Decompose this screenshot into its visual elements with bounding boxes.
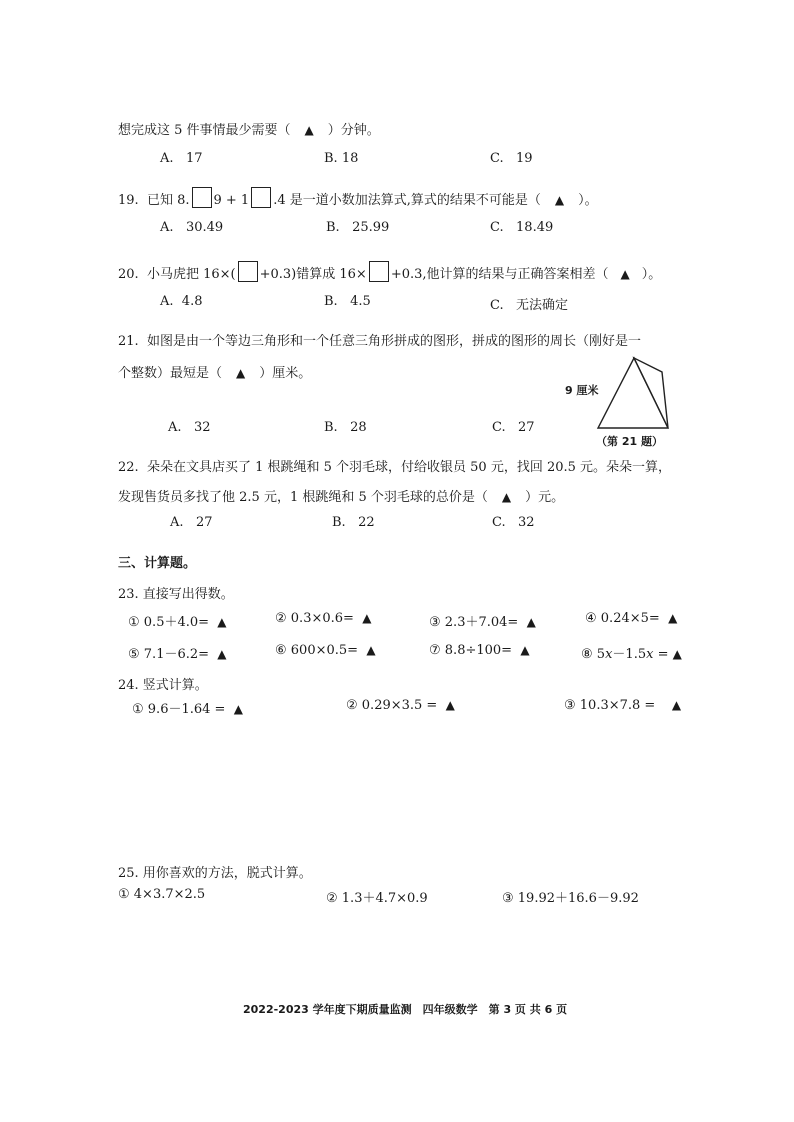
- answer-triangle-icon: ▲: [217, 647, 227, 661]
- answer-triangle-icon: ▲: [501, 490, 512, 504]
- q23-item: ⑥ 600×0.5= ▲: [275, 643, 376, 658]
- q22-stem-line2: 发现售货员多找了他 2.5 元，1 根跳绳和 5 个羽毛球的总价是（ ▲ ）元。: [118, 490, 565, 505]
- q25-title: 25. 用你喜欢的方法，脱式计算。: [118, 866, 312, 881]
- answer-triangle-icon: ▲: [233, 702, 243, 716]
- q24-item: ③ 10.3×7.8 = ▲: [564, 698, 682, 713]
- q20-option-a: A. 4.8: [160, 294, 203, 309]
- q21-option-c: C. 27: [492, 420, 535, 435]
- q19-option-c: C. 18.49: [490, 220, 554, 235]
- q20-stem: 20. 小马虎把 16×( +0.3)错算成 16× +0.3,他计算的结果与正确答案相差（ ▲ ）。: [118, 261, 661, 282]
- answer-triangle-icon: ▲: [445, 698, 455, 712]
- q21-figure-side-label: 9 厘米: [565, 384, 599, 397]
- q25-item: ② 1.3＋4.7×0.9: [326, 891, 428, 906]
- q21-stem-line1: 21. 如图是由一个等边三角形和一个任意三角形拼成的图形，拼成的图形的周长（刚好是一: [118, 334, 641, 349]
- answer-triangle-icon: ▲: [672, 647, 682, 661]
- q24-item: ① 9.6－1.64 = ▲: [132, 702, 243, 717]
- blank-box: [238, 261, 258, 282]
- q21-figure-caption: （第 21 题）: [596, 435, 663, 448]
- q23-item: ③ 2.3＋7.04= ▲: [429, 615, 536, 630]
- page-footer: 2022-2023 学年度下期质量监测 四年级数学 第 3 页 共 6 页: [243, 1003, 568, 1016]
- answer-triangle-icon: ▲: [520, 643, 530, 657]
- answer-triangle-icon: ▲: [362, 611, 372, 625]
- q18-option-b: B. 18: [324, 151, 359, 166]
- q22-option-b: B. 22: [332, 515, 375, 530]
- q18-stem: 想完成这 5 件事情最少需要（ ▲ ）分钟。: [118, 123, 380, 138]
- q23-item: ④ 0.24×5= ▲: [585, 611, 678, 626]
- blank-box: [369, 261, 389, 282]
- q25-item: ③ 19.92＋16.6－9.92: [502, 891, 639, 906]
- q25-item: ① 4×3.7×2.5: [118, 887, 206, 902]
- q24-title: 24. 竖式计算。: [118, 678, 208, 693]
- answer-triangle-icon: ▲: [236, 366, 246, 380]
- answer-triangle-icon: ▲: [217, 615, 227, 629]
- q23-item: ⑧ 5x－1.5x = ▲: [581, 647, 682, 662]
- q19-stem: 19. 已知 8. 9 + 1 .4 是一道小数加法算式,算式的结果不可能是（ ▲ ）。: [118, 187, 598, 208]
- section-heading: 三、计算题。: [118, 556, 197, 571]
- q20-option-b: B. 4.5: [324, 294, 371, 309]
- answer-triangle-icon: ▲: [620, 267, 630, 281]
- q23-item: ① 0.5＋4.0= ▲: [128, 615, 227, 630]
- q23-title: 23. 直接写出得数。: [118, 587, 234, 602]
- answer-triangle-icon: ▲: [671, 698, 682, 712]
- q22-option-a: A. 27: [170, 515, 213, 530]
- q22-option-c: C. 32: [492, 515, 535, 530]
- answer-triangle-icon: ▲: [366, 643, 376, 657]
- q24-item: ② 0.29×3.5 = ▲: [346, 698, 455, 713]
- q23-item: ⑤ 7.1－6.2= ▲: [128, 647, 227, 662]
- answer-triangle-icon: ▲: [304, 123, 314, 137]
- q21-triangle-figure: [596, 356, 676, 434]
- q23-item: ⑦ 8.8÷100= ▲: [429, 643, 530, 658]
- blank-box: [251, 187, 271, 208]
- q23-item: ② 0.3×0.6= ▲: [275, 611, 372, 626]
- answer-triangle-icon: ▲: [526, 615, 536, 629]
- q20-option-c: C. 无法确定: [490, 298, 569, 313]
- q18-option-a: A. 17: [160, 151, 203, 166]
- q21-option-b: B. 28: [324, 420, 367, 435]
- q18-option-c: C. 19: [490, 151, 533, 166]
- q21-option-a: A. 32: [168, 420, 211, 435]
- answer-triangle-icon: ▲: [554, 193, 565, 207]
- q19-option-b: B. 25.99: [326, 220, 390, 235]
- q22-stem-line1: 22. 朵朵在文具店买了 1 根跳绳和 5 个羽毛球，付给收银员 50 元，找回 20.5 元。朵朵一算，: [118, 460, 672, 475]
- q19-option-a: A. 30.49: [160, 220, 224, 235]
- blank-box: [192, 187, 212, 208]
- answer-triangle-icon: ▲: [668, 611, 678, 625]
- q21-stem-line2: 个整数）最短是（ ▲ ）厘米。: [118, 366, 312, 381]
